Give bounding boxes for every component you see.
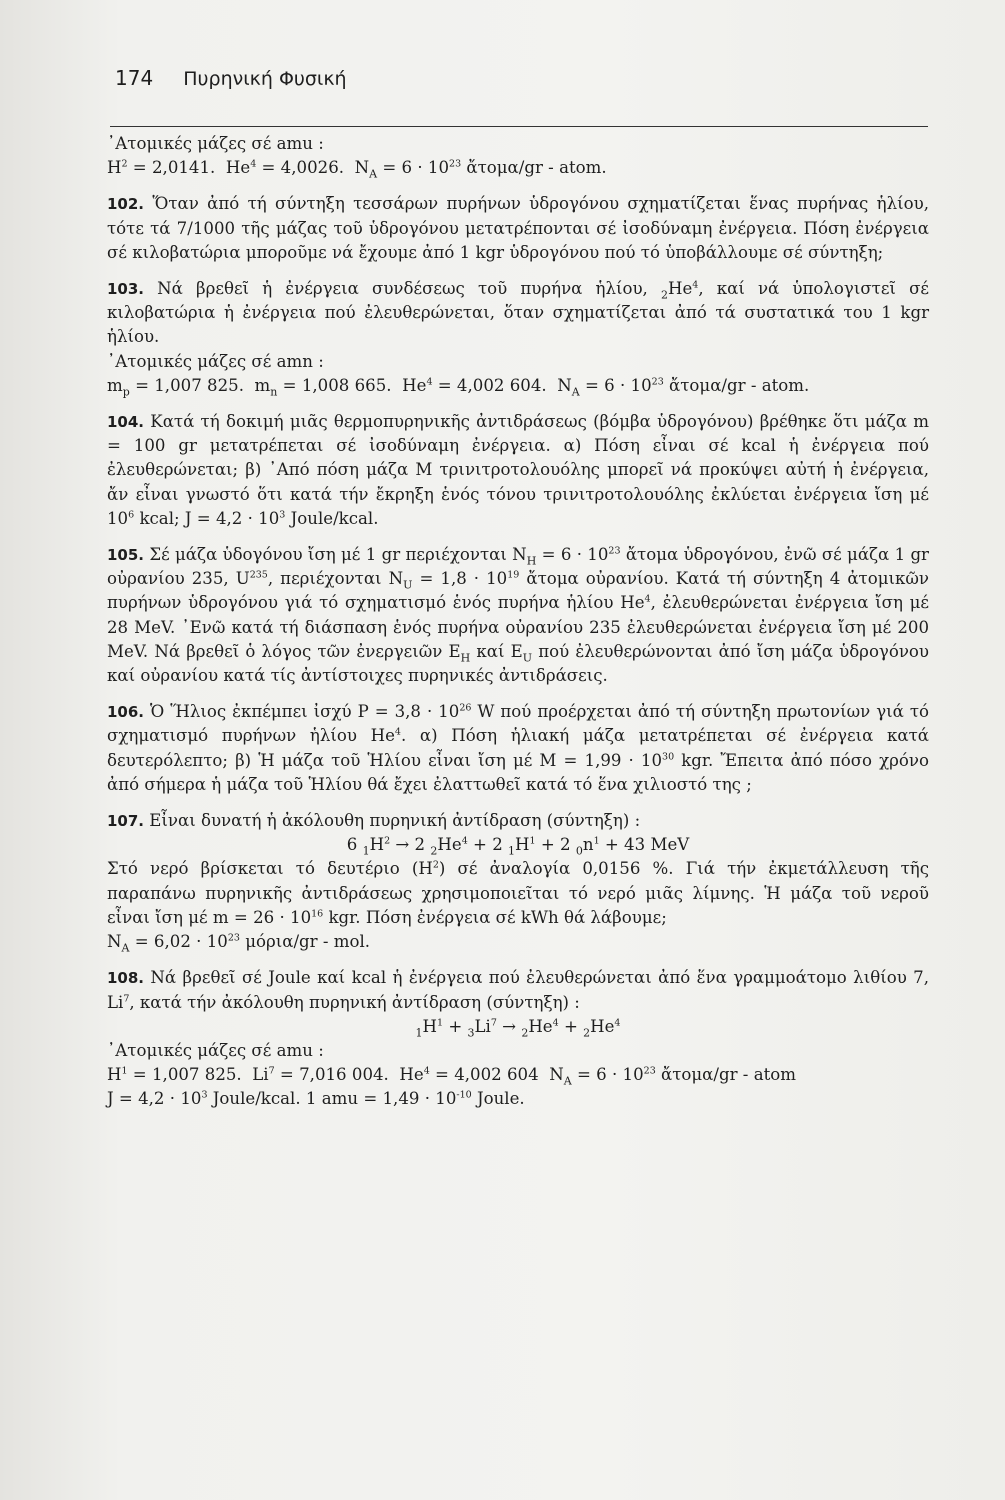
chapter-title: Πυρηνική Φυσική xyxy=(183,68,347,90)
problem-number: 104. xyxy=(107,413,145,432)
equation-108: $_1H^1 + _3Li^7 \to _2He^4 + _2He^4$ xyxy=(415,1016,621,1040)
problem-103: 103. Νά βρεθεῖ ἡ ἐνέργεια συνδέσεως τοῦ πυρήνα ἡλίου, $_2He^4$, καί νά ὑπολογιστεῖ σέ κιλοβατώρια ἡ ἐνέργεια πού ἐλευθερώνεται, ὅταν σχηματίζεται ἀπό τά συστατικά του 1 kgr ἡλίου. xyxy=(107,279,929,347)
running-header xyxy=(115,66,347,90)
problem-108: 108. Νά βρεθεῖ σέ Joule καί kcal ἡ ἐνέργεια πού ἐλευθερώνεται ἀπό ἕνα γραμμοάτομο λιθίου 7, Li$^7$, κατά τήν ἀκόλουθη πυρηνική ἀντίδραση (σύντηξη) : xyxy=(107,968,929,1012)
problem-106: 106. Ὁ Ἥλιος ἐκπέμπει ἰσχύ $P = 3,8 \cdot 10^{26}$ W πού προέρχεται ἀπό τή σύντηξη πρωτονίων γιά τό σχηματισμό πυρήνων ἡλίου He$^4$. α) Πόση ἡλιακή μάζα μετατρέπεται σέ ἐνέργεια κατά δευτερόλεπτο; β) Ἡ μάζα τοῦ Ἡλίου εἶναι ἴση μέ $M = 1,99 \cdot 10^{30}$ kgr. Ἔπειτα ἀπό πόσο χρόνο ἀπό σήμερα ἡ μάζα τοῦ Ἡλίου θά ἔχει ἐλαττωθεῖ κατά τό ἕνα χιλιοστό της ; xyxy=(107,702,929,794)
problem-104: 104. Κατά τή δοκιμή μιᾶς θερμοπυρηνικῆς ἀντιδράσεως (βόμβα ὑδρογόνου) βρέθηκε ὅτι μάζα m = 100 gr μετατρέπεται σέ ἰσοδύναμη ἐνέργεια. α) Πόση εἶναι σέ kcal ἡ ἐνέργεια πού ἐλευθερώνεται; β) ᾿Από πόση μάζα M τρινιτροτολουόλης μπορεῖ νά προκύψει αὐτή ἡ ἐνέργεια, ἄν εἶναι γνωστό ὅτι κατά τήν ἔκρηξη ἑνός τόνου τρινιτροτολουόλης ἐκλύεται ἐνέργεια ἴση μέ $10^6$ kcal; $J = 4,2 \cdot 10^3$ Joule/kcal. xyxy=(107,412,929,528)
p108-masses-label: ᾿Ατομικές μάζες σέ amu : xyxy=(107,1040,324,1060)
problem-107: 107. Εἶναι δυνατή ἡ ἀκόλουθη πυρηνική ἀντίδραση (σύντηξη) : xyxy=(107,811,641,831)
problem-number: 107. xyxy=(107,812,145,831)
problem-102: 102. Ὅταν ἀπό τή σύντηξη τεσσάρων πυρήνων ὑδρογόνου σχηματίζεται ἕνας πυρήνας ἡλίου, τότε τά 7/1000 τῆς μάζας τοῦ ὑδρογόνου μετατρέπονται σέ ἰσοδύναμη ἐνέργεια. Πόση ἐνέργεια σέ κιλοβατώρια μποροῦμε νά ἔχουμε ἀπό 1 kgr ὑδρογόνου πού τό ὑποβάλλουμε σέ σύντηξη; xyxy=(107,194,929,262)
page-number: 174 xyxy=(115,66,154,90)
p101-masses-values: $H^2 = 2,0141$. $He^4 = 4,0026$. $N_A = 6 \cdot 10^{23}$ ἄτομα/gr - atom. xyxy=(107,158,607,181)
equation-107: 6 $_1H^2 \to 2$ $_2He^4 + 2$ $_1H^1 + 2$ $_0n^1 + 43$ MeV xyxy=(346,835,690,858)
p108-masses-values: $H^1 = 1,007$ 825. $Li^7 = 7,016$ 004. $He^4 = 4,002$ 604 $N_A = 6 \cdot 10^{23}$ ἄτομα/gr - atom xyxy=(107,1065,796,1088)
problem-number: 108. xyxy=(107,969,145,988)
problem-number: 106. xyxy=(107,703,145,722)
problem-107-body: Στό νερό βρίσκεται τό δευτέριο $(H^2)$ σέ ἀναλογία 0,0156 %. Γιά τήν ἐκμετάλλευση τῆς παραπάνω πυρηνικῆς ἀντιδράσεως χρησιμοποιεῖται τό νερό μιᾶς λίμνης. Ἡ μάζα τοῦ νεροῦ εἶναι ἴση μέ $m = 26 \cdot 10^{16}$ kgr. Πόση ἐνέργεια σέ kWh θά λάβουμε; xyxy=(107,859,929,927)
p101-masses-label: ᾿Ατομικές μάζες σέ amu : xyxy=(107,134,324,153)
problem-number: 105. xyxy=(107,546,145,565)
p107-avogadro: $N_A = 6,02 \cdot 10^{23}$ μόρια/gr - mol. xyxy=(107,932,371,955)
page-body xyxy=(107,132,929,1112)
p103-masses-values: $m_p = 1,007$ 825. $m_n = 1,008$ 665. $He^4 = 4,002$ 604. $N_A = 6 \cdot 10^{23}$ ἄτομα/gr - atom. xyxy=(107,375,810,399)
p108-conversions: $J = 4,2 \cdot 10^3$ Joule/kcal. 1 amu = $1,49 \cdot 10^{-10}$ Joule. xyxy=(107,1089,525,1109)
problem-number: 103. xyxy=(107,280,145,299)
problem-number: 102. xyxy=(107,195,145,214)
p103-masses-label: ᾿Ατομικές μάζες σέ amn : xyxy=(107,351,324,371)
problem-105: 105. Σέ μάζα ὑδογόνου ἴση μέ 1 gr περιέχονται $N_H = 6 \cdot 10^{23}$ ἄτομα ὑδρογόνου, ἐνῶ σέ μάζα 1 gr οὐρανίου 235, $U^{235}$, περιέχονται $N_U = 1,8 \cdot 10^{19}$ ἄτομα οὐρανίου. Κατά τή σύντηξη 4 ἀτομικῶν πυρήνων ὑδρογόνου γιά τό σχηματισμό ἑνός πυρήνα ἡλίου He$^4$, ἐλευθερώνεται ἐνέργεια ἴση μέ 28 MeV. ᾿Ενῶ κατά τή διάσπαση ἑνός πυρήνα οὐρανίου 235 ἐλευθερώνεται ἐνέργεια ἴση μέ 200 MeV. Νά βρεθεῖ ὁ λόγος τῶν ἐνεργειῶν $E_H$ καί $E_U$ πού ἐλευθερώνονται ἀπό ἴση μάζα ὑδρογόνου καί οὐρανίου κατά τίς ἀντίστοιχες πυρηνικές ἀντιδράσεις. xyxy=(107,545,930,686)
header-rule xyxy=(110,126,928,127)
